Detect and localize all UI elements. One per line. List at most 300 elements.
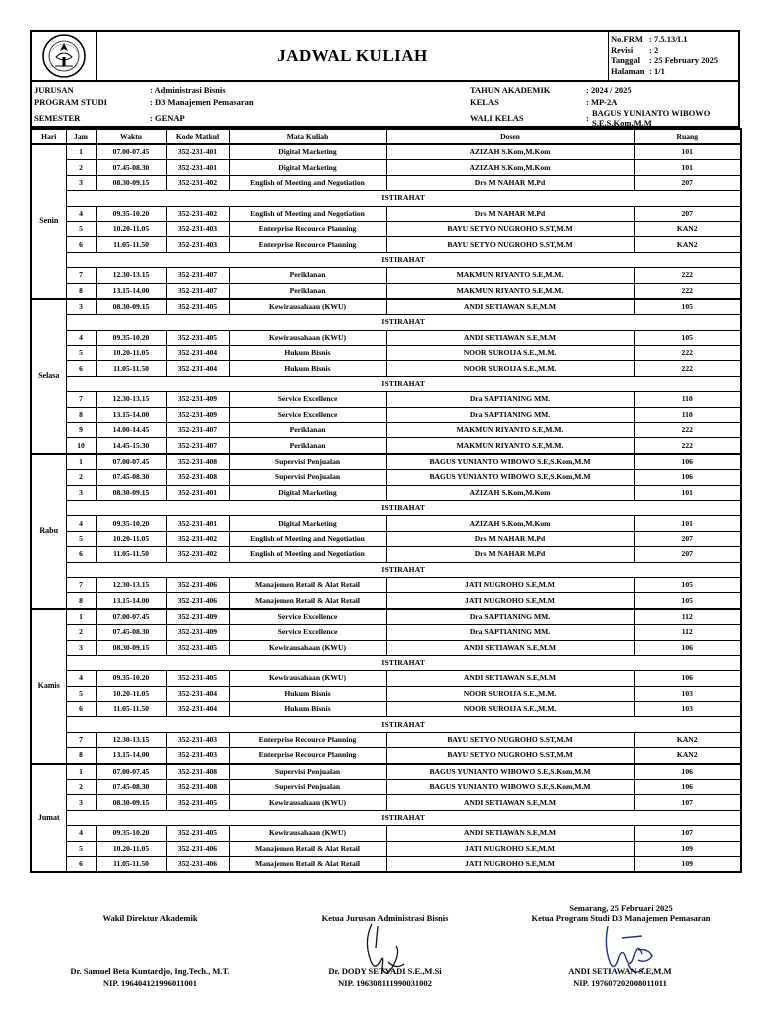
waktu-cell: 09.35-10.20	[96, 330, 166, 345]
dosen-cell: ANDI SETIAWAN S.E,M.M	[386, 330, 634, 345]
jam-cell: 10	[66, 438, 96, 454]
dosen-cell: ANDI SETIAWAN S.E,M.M	[386, 671, 634, 686]
table-row	[31, 764, 741, 780]
waktu-cell: 10.20-11.05	[96, 531, 166, 546]
table-row	[31, 221, 741, 236]
kode-cell: 352-231-407	[166, 423, 229, 438]
break-label: ISTIRAHAT	[66, 315, 741, 330]
dosen-cell: MAKMUN RIYANTO S.E,M.M.	[386, 438, 634, 454]
break-label: ISTIRAHAT	[66, 717, 741, 732]
waktu-cell: 07.45-08.30	[96, 470, 166, 485]
ruang-cell: 101	[634, 160, 741, 175]
ruang-cell: 105	[634, 593, 741, 609]
wali-label: WALI KELAS	[470, 113, 524, 123]
day-cell: Kamis	[31, 609, 66, 764]
mata-kuliah-cell: Digital Marketing	[229, 516, 386, 531]
kode-cell: 352-231-409	[166, 392, 229, 407]
break-row	[31, 562, 741, 577]
mata-kuliah-cell: Service Excellence	[229, 625, 386, 640]
mid-signer-nip: NIP. 196308111990031002	[338, 978, 432, 988]
ruang-cell: 106	[634, 640, 741, 655]
kode-cell: 352-231-405	[166, 671, 229, 686]
table-row	[31, 516, 741, 531]
jam-cell: 6	[66, 702, 96, 717]
kode-cell: 352-231-409	[166, 609, 229, 625]
break-label: ISTIRAHAT	[66, 376, 741, 391]
mata-kuliah-cell: English of Meeting and Negotiation	[229, 531, 386, 546]
dosen-cell: NOOR SUROIJA S.E.,M.M.	[386, 361, 634, 376]
kode-cell: 352-231-405	[166, 640, 229, 655]
dosen-cell: BAYU SETYO NUGROHO S.ST,M.M	[386, 237, 634, 252]
waktu-cell: 09.35-10.20	[96, 671, 166, 686]
mata-kuliah-cell: Periklanan	[229, 438, 386, 454]
table-row	[31, 577, 741, 592]
dosen-cell: AZIZAH S.Kom,M.Kom	[386, 144, 634, 160]
jam-cell: 8	[66, 407, 96, 422]
mata-kuliah-cell: Manajemen Retail & Alat Retail	[229, 841, 386, 856]
waktu-cell: 08.30-09.15	[96, 795, 166, 810]
table-row	[31, 640, 741, 655]
table-row	[31, 423, 741, 438]
jam-cell: 9	[66, 423, 96, 438]
break-row	[31, 191, 741, 206]
break-row	[31, 810, 741, 825]
jam-cell: 1	[66, 609, 96, 625]
ruang-cell: 106	[634, 780, 741, 795]
waktu-cell: 14.45-15.30	[96, 438, 166, 454]
dosen-cell: NOOR SUROIJA S.E.,M.M.	[386, 702, 634, 717]
table-row	[31, 283, 741, 299]
jurusan-value: : Administrasi Bisnis	[150, 85, 226, 95]
col-header-waktu: Waktu	[96, 129, 166, 144]
waktu-cell: 11.05-11.50	[96, 702, 166, 717]
dosen-cell: NOOR SUROIJA S.E.,M.M.	[386, 346, 634, 361]
dosen-cell: NOOR SUROIJA S.E.,M.M.	[386, 686, 634, 701]
break-label: ISTIRAHAT	[66, 655, 741, 670]
mata-kuliah-cell: Service Excellence	[229, 407, 386, 422]
mata-kuliah-cell: Supervisi Penjualan	[229, 454, 386, 470]
kode-cell: 352-231-407	[166, 268, 229, 283]
waktu-cell: 11.05-11.50	[96, 856, 166, 872]
waktu-cell: 10.20-11.05	[96, 686, 166, 701]
jam-cell: 7	[66, 732, 96, 747]
day-cell: Jumat	[31, 764, 66, 873]
table-row	[31, 268, 741, 283]
kode-cell: 352-231-409	[166, 407, 229, 422]
mata-kuliah-cell: Enterprise Recource Planning	[229, 732, 386, 747]
jam-cell: 7	[66, 392, 96, 407]
kode-cell: 352-231-403	[166, 237, 229, 252]
table-row	[31, 795, 741, 810]
mata-kuliah-cell: Kewirausahaan (KWU)	[229, 330, 386, 345]
break-row	[31, 500, 741, 515]
mata-kuliah-cell: Hukum Bisnis	[229, 346, 386, 361]
kode-cell: 352-231-405	[166, 299, 229, 315]
kode-cell: 352-231-401	[166, 485, 229, 500]
table-row	[31, 346, 741, 361]
mata-kuliah-cell: Service Excellence	[229, 392, 386, 407]
tahun-value: : 2024 / 2025	[586, 85, 632, 95]
jam-cell: 3	[66, 299, 96, 315]
jam-cell: 6	[66, 237, 96, 252]
mata-kuliah-cell: English of Meeting and Negotiation	[229, 175, 386, 190]
mata-kuliah-cell: Hukum Bisnis	[229, 686, 386, 701]
table-row	[31, 237, 741, 252]
table-row	[31, 299, 741, 315]
mata-kuliah-cell: Digital Marketing	[229, 485, 386, 500]
ruang-cell: 107	[634, 795, 741, 810]
col-header-dosen: Dosen	[386, 129, 634, 144]
ruang-cell: KAN2	[634, 748, 741, 764]
table-row	[31, 826, 741, 841]
jam-cell: 8	[66, 593, 96, 609]
right-signer-name: ANDI SETIAWAN S.E,M.M	[568, 966, 672, 976]
ruang-cell: KAN2	[634, 237, 741, 252]
kode-cell: 352-231-402	[166, 547, 229, 562]
ruang-cell: 101	[634, 516, 741, 531]
jam-cell: 5	[66, 346, 96, 361]
wali-value-line1: BAGUS YUNIANTO WIBOWO	[592, 108, 711, 118]
table-row	[31, 160, 741, 175]
mata-kuliah-cell: Periklanan	[229, 268, 386, 283]
col-header-kode: Kode Matkul	[166, 129, 229, 144]
mata-kuliah-cell: Enterprise Recource Planning	[229, 748, 386, 764]
jam-cell: 3	[66, 175, 96, 190]
place-date: Semarang, 25 Februari 2025	[569, 903, 673, 913]
kode-cell: 352-231-401	[166, 144, 229, 160]
waktu-cell: 07.00-07.45	[96, 454, 166, 470]
dosen-cell: JATI NUGROHO S.E,M.M	[386, 856, 634, 872]
dosen-cell: BAGUS YUNIANTO WIBOWO S.E,S.Kom,M.M	[386, 454, 634, 470]
kode-cell: 352-231-408	[166, 780, 229, 795]
jam-cell: 6	[66, 856, 96, 872]
mata-kuliah-cell: Kewirausahaan (KWU)	[229, 299, 386, 315]
schedule-document	[30, 30, 740, 873]
waktu-cell: 12.30-13.15	[96, 392, 166, 407]
table-row	[31, 856, 741, 872]
table-row	[31, 407, 741, 422]
dosen-cell: AZIZAH S.Kom,M.Kom	[386, 485, 634, 500]
table-row	[31, 485, 741, 500]
jam-cell: 1	[66, 144, 96, 160]
polines-logo-icon	[41, 33, 87, 79]
mata-kuliah-cell: Manajemen Retail & Alat Retail	[229, 856, 386, 872]
jam-cell: 4	[66, 206, 96, 221]
waktu-cell: 08.30-09.15	[96, 485, 166, 500]
waktu-cell: 07.45-08.30	[96, 160, 166, 175]
kode-cell: 352-231-403	[166, 748, 229, 764]
jurusan-label: JURUSAN	[34, 85, 74, 95]
dosen-cell: MAKMUN RIYANTO S.E,M.M.	[386, 423, 634, 438]
break-row	[31, 717, 741, 732]
mata-kuliah-cell: Manajemen Retail & Alat Retail	[229, 577, 386, 592]
right-signer-title: Ketua Program Studi D3 Manajemen Pemasaran	[531, 913, 711, 923]
waktu-cell: 10.20-11.05	[96, 221, 166, 236]
waktu-cell: 14.00-14.45	[96, 423, 166, 438]
waktu-cell: 12.30-13.15	[96, 268, 166, 283]
dosen-cell: BAYU SETYO NUGROHO S.ST,M.M	[386, 748, 634, 764]
waktu-cell: 12.30-13.15	[96, 732, 166, 747]
jam-cell: 5	[66, 686, 96, 701]
ruang-cell: 106	[634, 671, 741, 686]
table-row	[31, 671, 741, 686]
ruang-cell: 207	[634, 531, 741, 546]
dosen-cell: Dra SAPTIANING MM.	[386, 407, 634, 422]
dosen-cell: BAGUS YUNIANTO WIBOWO S.E,S.Kom,M.M	[386, 764, 634, 780]
kelas-value: : MP-2A	[586, 97, 618, 107]
left-signer-nip: NIP. 196404121996011001	[102, 978, 198, 988]
day-cell: Selasa	[31, 299, 66, 454]
jam-cell: 6	[66, 361, 96, 376]
mata-kuliah-cell: English of Meeting and Negotiation	[229, 206, 386, 221]
day-cell: Senin	[31, 144, 66, 299]
left-signer-name: Dr. Samuel Beta Kuntardjo, Ing.Tech., M.T.	[70, 966, 230, 976]
dosen-cell: JATI NUGROHO S.E,M.M	[386, 841, 634, 856]
dosen-cell: MAKMUN RIYANTO S.E,M.M.	[386, 283, 634, 299]
mata-kuliah-cell: Manajemen Retail & Alat Retail	[229, 593, 386, 609]
right-signer-nip: NIP. 197607202008011011	[573, 978, 667, 988]
waktu-cell: 13.15-14.00	[96, 748, 166, 764]
jam-cell: 3	[66, 640, 96, 655]
col-header-ruang: Ruang	[634, 129, 741, 144]
jam-cell: 6	[66, 547, 96, 562]
kode-cell: 352-231-407	[166, 438, 229, 454]
mata-kuliah-cell: Periklanan	[229, 283, 386, 299]
dosen-cell: Dra SAPTIANING MM.	[386, 625, 634, 640]
waktu-cell: 07.00-07.45	[96, 144, 166, 160]
kode-cell: 352-231-405	[166, 826, 229, 841]
mata-kuliah-cell: English of Meeting and Negotiation	[229, 547, 386, 562]
semester-value: : GENAP	[150, 113, 185, 123]
kode-cell: 352-231-401	[166, 160, 229, 175]
class-info	[30, 82, 740, 128]
dosen-cell: Drs M NAHAR M.Pd	[386, 547, 634, 562]
waktu-cell: 07.45-08.30	[96, 780, 166, 795]
jam-cell: 7	[66, 577, 96, 592]
waktu-cell: 07.00-07.45	[96, 764, 166, 780]
dosen-cell: AZIZAH S.Kom,M.Kom	[386, 160, 634, 175]
waktu-cell: 12.30-13.15	[96, 577, 166, 592]
ruang-cell: 109	[634, 856, 741, 872]
ruang-cell: 103	[634, 686, 741, 701]
col-header-hari: Hari	[31, 129, 66, 144]
kode-cell: 352-231-402	[166, 206, 229, 221]
table-row	[31, 780, 741, 795]
jam-cell: 8	[66, 748, 96, 764]
ruang-cell: KAN2	[634, 221, 741, 236]
table-row	[31, 702, 741, 717]
table-row	[31, 547, 741, 562]
dosen-cell: ANDI SETIAWAN S.E,M.M	[386, 795, 634, 810]
jam-cell: 4	[66, 516, 96, 531]
dosen-cell: BAYU SETYO NUGROHO S.ST,M.M	[386, 732, 634, 747]
waktu-cell: 08.30-09.15	[96, 175, 166, 190]
waktu-cell: 10.20-11.05	[96, 841, 166, 856]
mata-kuliah-cell: Supervisi Penjualan	[229, 764, 386, 780]
table-row	[31, 470, 741, 485]
col-header-mata-kuliah: Mata Kuliah	[229, 129, 386, 144]
schedule-table	[30, 128, 742, 873]
kode-cell: 352-231-404	[166, 361, 229, 376]
mata-kuliah-cell: Kewirausahaan (KWU)	[229, 826, 386, 841]
ruang-cell: 106	[634, 454, 741, 470]
waktu-cell: 09.35-10.20	[96, 206, 166, 221]
logo-cell	[32, 32, 97, 80]
waktu-cell: 11.05-11.50	[96, 237, 166, 252]
document-title: JADWAL KULIAH	[277, 46, 428, 65]
kode-cell: 352-231-402	[166, 531, 229, 546]
waktu-cell: 07.45-08.30	[96, 625, 166, 640]
kode-cell: 352-231-408	[166, 454, 229, 470]
ruang-cell: 222	[634, 346, 741, 361]
table-row	[31, 841, 741, 856]
break-row	[31, 376, 741, 391]
waktu-cell: 13.15-14.00	[96, 283, 166, 299]
dosen-cell: BAGUS YUNIANTO WIBOWO S.E,S.Kom,M.M	[386, 780, 634, 795]
ruang-cell: 106	[634, 470, 741, 485]
jam-cell: 5	[66, 531, 96, 546]
table-row	[31, 454, 741, 470]
kode-cell: 352-231-404	[166, 686, 229, 701]
table-row	[31, 593, 741, 609]
dosen-cell: ANDI SETIAWAN S.E,M.M	[386, 826, 634, 841]
waktu-cell: 07.00-07.45	[96, 609, 166, 625]
break-row	[31, 655, 741, 670]
document-header	[30, 30, 740, 82]
ruang-cell: 112	[634, 609, 741, 625]
form-revision-row: Revisi : 2	[611, 44, 659, 55]
ruang-cell: 207	[634, 175, 741, 190]
ruang-cell: 107	[634, 826, 741, 841]
kode-cell: 352-231-406	[166, 841, 229, 856]
waktu-cell: 09.35-10.20	[96, 826, 166, 841]
jam-cell: 1	[66, 454, 96, 470]
ruang-cell: 222	[634, 361, 741, 376]
break-label: ISTIRAHAT	[66, 562, 741, 577]
mid-signer-title: Ketua Jurusan Administrasi Bisnis	[321, 913, 449, 923]
table-row	[31, 438, 741, 454]
ruang-cell: 109	[634, 841, 741, 856]
form-date-row: Tanggal : 25 February 2025	[611, 55, 719, 65]
jam-cell: 3	[66, 795, 96, 810]
kode-cell: 352-231-407	[166, 283, 229, 299]
table-row	[31, 531, 741, 546]
table-row	[31, 748, 741, 764]
kode-cell: 352-231-406	[166, 593, 229, 609]
break-label: ISTIRAHAT	[66, 500, 741, 515]
mata-kuliah-cell: Digital Marketing	[229, 144, 386, 160]
prodi-label: PROGRAM STUDI	[34, 97, 107, 107]
kode-cell: 352-231-405	[166, 330, 229, 345]
jam-cell: 4	[66, 330, 96, 345]
kode-cell: 352-231-409	[166, 625, 229, 640]
kode-cell: 352-231-403	[166, 221, 229, 236]
jam-cell: 1	[66, 764, 96, 780]
semester-label: SEMESTER	[34, 113, 81, 123]
waktu-cell: 11.05-11.50	[96, 547, 166, 562]
prodi-value: : D3 Manajemen Pemasaran	[150, 97, 254, 107]
waktu-cell: 09.35-10.20	[96, 516, 166, 531]
waktu-cell: 13.15-14.00	[96, 593, 166, 609]
waktu-cell: 08.30-09.15	[96, 640, 166, 655]
form-info	[608, 32, 738, 80]
wali-colon: :	[586, 113, 589, 123]
mata-kuliah-cell: Supervisi Penjualan	[229, 780, 386, 795]
waktu-cell: 13.15-14.00	[96, 407, 166, 422]
wali-value-line2: S.E,S.Kom,M.M	[592, 118, 652, 128]
ruang-cell: 105	[634, 577, 741, 592]
break-row	[31, 252, 741, 267]
dosen-cell: Drs M NAHAR M.Pd	[386, 531, 634, 546]
mata-kuliah-cell: Enterprise Recource Planning	[229, 221, 386, 236]
form-number-row: No.FRM : 7.5.13/L1	[611, 34, 688, 44]
jam-cell: 2	[66, 160, 96, 175]
table-header-row	[31, 129, 741, 144]
kode-cell: 352-231-404	[166, 346, 229, 361]
break-label: ISTIRAHAT	[66, 191, 741, 206]
ruang-cell: 222	[634, 283, 741, 299]
ruang-cell: 103	[634, 702, 741, 717]
mata-kuliah-cell: Kewirausahaan (KWU)	[229, 640, 386, 655]
kode-cell: 352-231-406	[166, 577, 229, 592]
jam-cell: 7	[66, 268, 96, 283]
kode-cell: 352-231-402	[166, 175, 229, 190]
waktu-cell: 10.20-11.05	[96, 346, 166, 361]
table-row	[31, 144, 741, 160]
mata-kuliah-cell: Hukum Bisnis	[229, 702, 386, 717]
break-label: ISTIRAHAT	[66, 252, 741, 267]
kode-cell: 352-231-406	[166, 856, 229, 872]
table-row	[31, 686, 741, 701]
dosen-cell: Drs M NAHAR M.Pd	[386, 175, 634, 190]
table-row	[31, 330, 741, 345]
tahun-label: TAHUN AKADEMIK	[470, 85, 551, 95]
table-row	[31, 175, 741, 190]
dosen-cell: ANDI SETIAWAN S.E,M.M	[386, 640, 634, 655]
ruang-cell: 110	[634, 407, 741, 422]
kode-cell: 352-231-408	[166, 764, 229, 780]
mata-kuliah-cell: Supervisi Penjualan	[229, 470, 386, 485]
mata-kuliah-cell: Hukum Bisnis	[229, 361, 386, 376]
ruang-cell: 222	[634, 423, 741, 438]
ruang-cell: 105	[634, 330, 741, 345]
ruang-cell: 112	[634, 625, 741, 640]
jam-cell: 5	[66, 841, 96, 856]
table-row	[31, 625, 741, 640]
break-label: ISTIRAHAT	[66, 810, 741, 825]
kode-cell: 352-231-408	[166, 470, 229, 485]
table-row	[31, 732, 741, 747]
ruang-cell: KAN2	[634, 732, 741, 747]
mata-kuliah-cell: Enterprise Recource Planning	[229, 237, 386, 252]
form-page-row: Halaman : 1/1	[611, 65, 665, 76]
table-row	[31, 609, 741, 625]
jam-cell: 2	[66, 780, 96, 795]
mata-kuliah-cell: Kewirausahaan (KWU)	[229, 671, 386, 686]
kode-cell: 352-231-403	[166, 732, 229, 747]
schedule-body	[31, 144, 741, 872]
kode-cell: 352-231-405	[166, 795, 229, 810]
ruang-cell: 207	[634, 547, 741, 562]
ruang-cell: 101	[634, 144, 741, 160]
dosen-cell: Dra SAPTIANING MM.	[386, 392, 634, 407]
dosen-cell: Drs M NAHAR M.Pd	[386, 206, 634, 221]
ruang-cell: 101	[634, 485, 741, 500]
jam-cell: 4	[66, 826, 96, 841]
ruang-cell: 222	[634, 268, 741, 283]
dosen-cell: MAKMUN RIYANTO S.E,M.M.	[386, 268, 634, 283]
waktu-cell: 11.05-11.50	[96, 361, 166, 376]
